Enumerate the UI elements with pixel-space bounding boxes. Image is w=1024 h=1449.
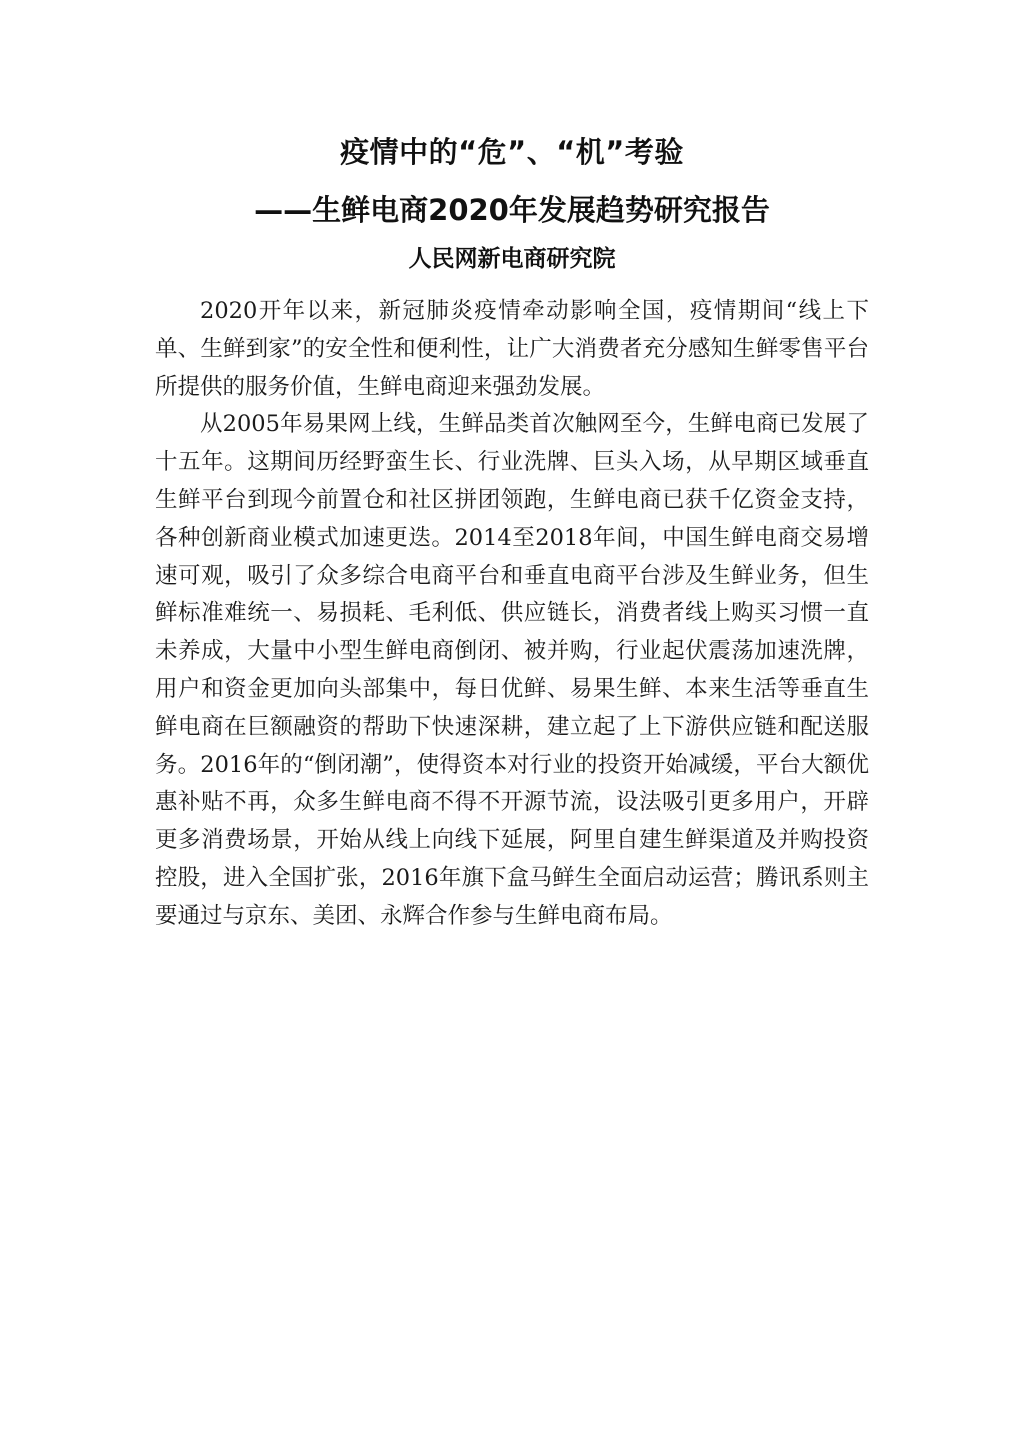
paragraph-intro: 2020开年以来，新冠肺炎疫情牵动影响全国，疫情期间“线上下单、生鲜到家”的安全性和便利性，让广大消费者充分感知生鲜零售平台所提供的服务价值，生鲜电商迎来强劲发展。: [155, 298, 869, 400]
document-title: 疫情中的“危”、“机”考验: [340, 135, 684, 169]
document-subtitle: ——生鲜电商2020年发展趋势研究报告: [254, 193, 770, 227]
document-body: [155, 293, 869, 936]
organization-name: 人民网新电商研究院: [408, 246, 616, 272]
paragraph-history: 从2005年易果网上线，生鲜品类首次触网至今，生鲜电商已发展了十五年。这期间历经野蛮生长、行业洗牌、巨头入场，从早期区域垂直生鲜平台到现今前置仓和社区拼团领跑，生鲜电商已获千亿资金支持，各种创新商业模式加速更迭。2014至2018年间，中国生鲜电商交易增速可观，吸引了众多综合电商平台和垂直电商平台涉及生鲜业务，但生鲜标准难统一、易损耗、毛利低、供应链长，消费者线上购买习惯一直未养成，大量中小型生鲜电商倒闭、被并购，行业起伏震荡加速洗牌，用户和资金更加向头部集中，每日优鲜、易果生鲜、本来生活等垂直生鲜电商在巨额融资的帮助下快速深耕，建立起了上下游供应链和配送服务。2016年的“倒闭潮”，使得资本对行业的投资开始减缓，平台大额优惠补贴不再，众多生鲜电商不得不开源节流，设法吸引更多用户，开辟更多消费场景，开始从线上向线下延展，阿里自建生鲜渠道及并购投资控股，进入全国扩张，2016年旗下盒马鲜生全面启动运营；腾讯系则主要通过与京东、美团、永辉合作参与生鲜电商布局。: [155, 411, 869, 929]
